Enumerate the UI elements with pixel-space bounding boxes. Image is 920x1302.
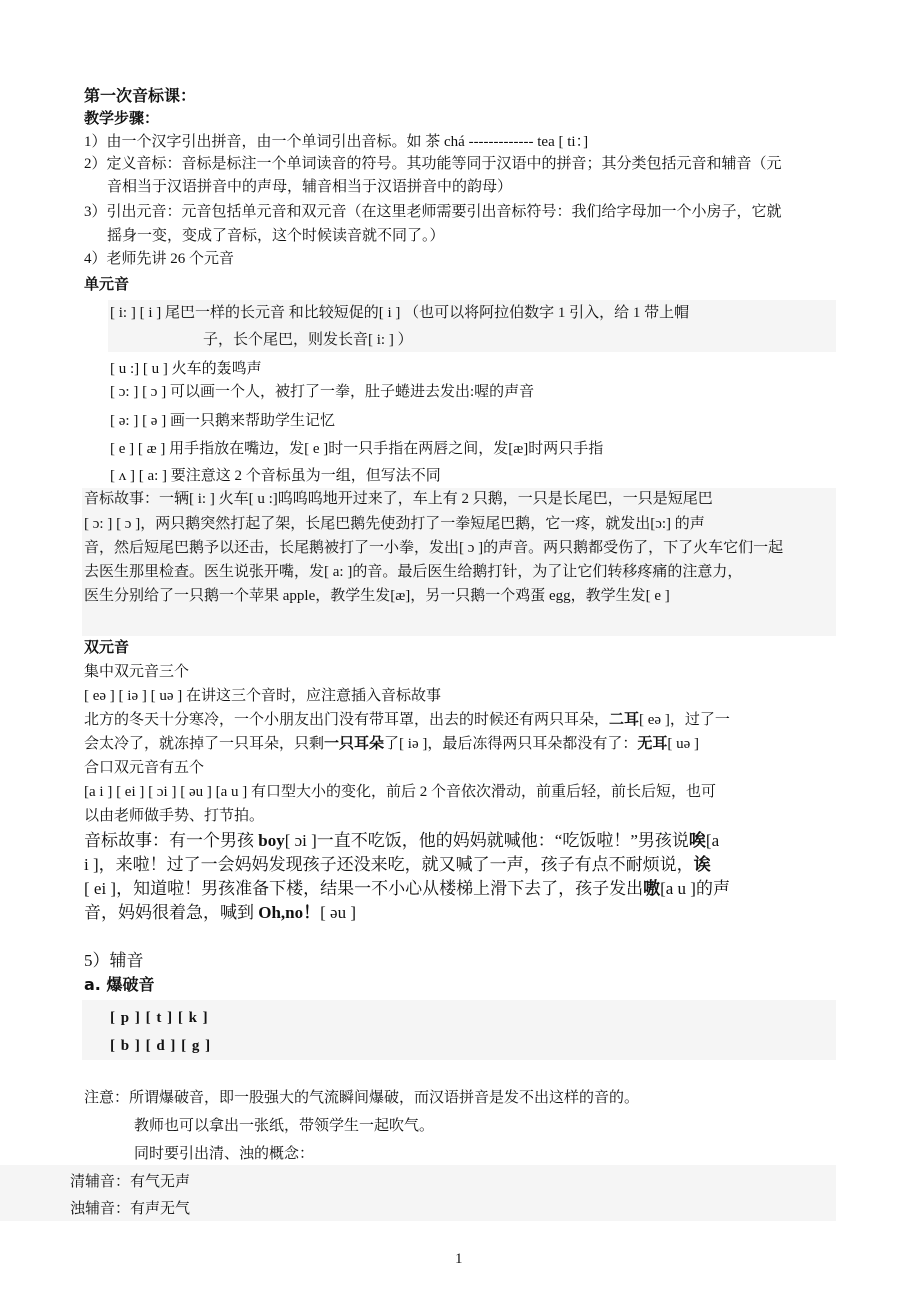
closing-line: 合口双元音有五个 <box>84 760 205 776</box>
monophthong-line: [ e ] [ æ ] 用手指放在嘴边，发[ e ]时一只手指在两唇之间，发[æ]时两只手指 <box>110 441 604 457</box>
shaded-block <box>82 488 836 636</box>
step-line: 摇身一变，变成了音标，这个时候读音就不同了。） <box>107 228 445 244</box>
page-title: 第一次音标课： <box>84 86 197 105</box>
step-line: 4）老师先讲 26 个元音 <box>84 251 235 267</box>
bold-keyword: 一只耳朵 <box>324 736 385 752</box>
bold-keyword: 二耳 <box>609 712 640 728</box>
monophthong-line: 子，长个尾巴，则发长音[ i: ] ） <box>203 332 413 348</box>
text-run: 会太冷了，就冻掉了一只耳朵，只剩 <box>84 736 325 752</box>
bold-keyword: boy <box>258 831 285 850</box>
text-run: 音标故事：有一个男孩 <box>84 831 259 850</box>
monophthong-line: [ ʌ ] [ a: ] 要注意这 2 个音标虽为一组，但写法不同 <box>110 468 441 484</box>
plosive-row: [ b ] [ d ] [ g ] <box>110 1038 212 1054</box>
text-run: [ ei ]，知道啦！男孩准备下楼，结果一不小心从楼梯上滑下去了，孩子发出 <box>84 879 644 898</box>
text-run: i ]，来啦！过了一会妈妈发现孩子还没来吃，就又喊了一声，孩子有点不耐烦说， <box>84 855 694 874</box>
diphthong-heading: 双元音 <box>84 638 130 656</box>
story2-line <box>84 878 730 900</box>
monophthong-line: [ ɔ: ] [ ɔ ] 可以画一个人，被打了一拳，肚子蜷进去发出:喔的声音 <box>110 384 535 400</box>
bold-keyword: 唉 <box>688 831 706 850</box>
step-line: 2）定义音标：音标是标注一个单词读音的符号。其功能等同于汉语中的拼音；其分类包括元音和辅音（元 <box>84 156 782 172</box>
note-line: 同时要引出清、浊的概念： <box>134 1146 315 1162</box>
text-run: [ uə ] <box>667 736 700 752</box>
text-run: [a <box>705 831 720 850</box>
story-line: 去医生那里检查。医生说张开嘴，发[ a: ]的音。最后医生给鹅打针，为了让它们转移疼痛的注意力， <box>84 564 743 580</box>
story-line: 医生分别给了一只鹅一个苹果 apple，教学生发[æ]，另一只鹅一个鸡蛋 egg，教学生发[ e ] <box>84 588 670 604</box>
text-run: [ əu ] <box>320 903 357 922</box>
note-line: 注意：所谓爆破音，即一股强大的气流瞬间爆破，而汉语拼音是发不出这样的音的。 <box>84 1090 640 1106</box>
story2-line <box>84 902 356 924</box>
story-line: [ ɔ: ] [ ɔ ]，两只鹅突然打起了架，长尾巴鹅先使劲打了一拳短尾巴鹅，它一疼，就发出[ɔ:] 的声 <box>84 516 705 532</box>
consonant-heading: 5）辅音 <box>84 951 144 970</box>
story2-line <box>84 830 719 852</box>
text-run: [ eə ]，过了一 <box>639 712 730 728</box>
plosive-row: [ p ] [ t ] [ k ] <box>110 1010 209 1026</box>
voiceless-line: 清辅音：有气无声 <box>70 1174 191 1190</box>
bold-keyword: Oh,no！ <box>258 903 321 922</box>
bold-keyword: 诶 <box>693 855 711 874</box>
closing-line: [a i ] [ ei ] [ ɔi ] [ əu ] [a u ] 有口型大小的变化，前后 2 个音依次滑动，前重后轻，前长后短，也可 <box>84 784 716 800</box>
note-line: 教师也可以拿出一张纸，带领学生一起吹气。 <box>134 1118 435 1134</box>
text-run: 了[ iə ]，最后冻得两只耳朵都没有了： <box>384 736 638 752</box>
voiced-line: 浊辅音：有声无气 <box>70 1201 191 1217</box>
monophthong-heading: 单元音 <box>84 275 130 293</box>
monophthong-line: [ ə: ] [ ə ] 画一只鹅来帮助学生记忆 <box>110 413 335 429</box>
closing-line: 以由老师做手势、打节拍。 <box>84 808 265 824</box>
story-line: 音，然后短尾巴鹅予以还击，长尾鹅被打了一小拳，发出[ ɔ ]的声音。两只鹅都受伤了，下了火车它们一起 <box>84 540 784 556</box>
steps-heading: 教学步骤： <box>84 109 160 127</box>
step-line: 3）引出元音：元音包括单元音和双元音（在这里老师需要引出音标符号：我们给字母加一个小房子，它就 <box>84 204 782 220</box>
story2-line <box>84 854 711 876</box>
page-number: 1 <box>455 1251 463 1267</box>
diphthong-line: 集中双元音三个 <box>84 664 190 680</box>
step-line: 音相当于汉语拼音中的声母，辅音相当于汉语拼音中的韵母） <box>107 179 513 195</box>
ear-story-line <box>84 711 730 730</box>
text-run: 北方的冬天十分寒冷，一个小朋友出门没有带耳罩，出去的时候还有两只耳朵， <box>84 712 610 728</box>
story-line: 音标故事：一辆[ i: ] 火车[ u :]呜呜呜地开过来了，车上有 2 只鹅，一只是长尾巴，一只是短尾巴 <box>84 491 713 507</box>
text-run: [ ɔi ]一直不吃饭，他的妈妈就喊他：“吃饭啦！”男孩说 <box>284 831 689 850</box>
step-line: 1）由一个汉字引出拼音，由一个单词引出音标。如 茶 chá ------------- tea [ ti：] <box>84 134 589 150</box>
plosive-heading: a. 爆破音 <box>84 975 155 994</box>
monophthong-line: [ i: ] [ i ] 尾巴一样的长元音 和比较短促的[ i ] （也可以将阿拉伯数字 1 引入，给 1 带上帽 <box>110 305 690 321</box>
text-run: [a u ]的声 <box>660 879 730 898</box>
monophthong-line: [ u :] [ u ] 火车的轰鸣声 <box>110 361 262 377</box>
text-run: 音，妈妈很着急，喊到 <box>84 903 259 922</box>
bold-keyword: 无耳 <box>637 736 668 752</box>
ear-story-line <box>84 735 699 754</box>
bold-keyword: 嗷 <box>643 879 661 898</box>
diphthong-line: [ eə ] [ iə ] [ uə ] 在讲这三个音时，应注意插入音标故事 <box>84 688 442 704</box>
